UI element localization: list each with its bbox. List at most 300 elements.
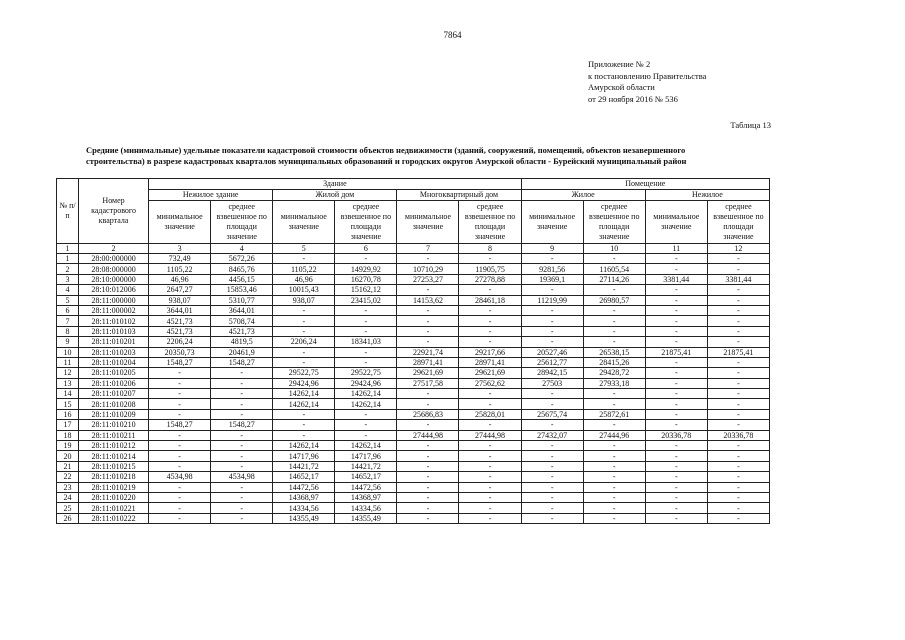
table-label: Таблица 13 <box>730 120 771 130</box>
column-number-row <box>57 244 770 254</box>
table-cell: 1548,27 <box>149 420 211 430</box>
table-cell: 3644,01 <box>149 305 211 315</box>
table-cell: 732,49 <box>149 254 211 264</box>
table-cell: - <box>521 316 583 326</box>
header-min: минимальное значение <box>521 201 583 244</box>
table-cell: 28415,26 <box>583 357 645 367</box>
table-cell: 19369,1 <box>521 274 583 284</box>
table-cell: 22 <box>57 472 79 482</box>
table-cell: 46,96 <box>273 274 335 284</box>
appendix-block <box>588 59 706 105</box>
table-cell: - <box>521 399 583 409</box>
table-cell: 26 <box>57 513 79 523</box>
header-avg: среднее взвешенное по площади значение <box>583 201 645 244</box>
table-cell: 23 <box>57 482 79 492</box>
table-cell: 28942,15 <box>521 368 583 378</box>
table-cell: 5708,74 <box>211 316 273 326</box>
column-number-cell: 8 <box>459 244 521 254</box>
table-cell: - <box>459 513 521 523</box>
table-cell: - <box>645 461 707 471</box>
table-cell: - <box>521 472 583 482</box>
table-cell: - <box>397 389 459 399</box>
table-cell: 5310,77 <box>211 295 273 305</box>
table-cell: - <box>149 513 211 523</box>
table-cell: - <box>397 451 459 461</box>
table-cell: - <box>707 472 769 482</box>
table-cell: 4 <box>57 285 79 295</box>
table-cell: 28971,41 <box>459 357 521 367</box>
table-cell: - <box>149 451 211 461</box>
table-cell: - <box>273 326 335 336</box>
table-cell: - <box>707 389 769 399</box>
table-cell: 28:11:010214 <box>79 451 149 461</box>
table-cell: - <box>521 305 583 315</box>
header-min: минимальное значение <box>397 201 459 244</box>
table-cell: - <box>149 503 211 513</box>
table-cell: 1105,22 <box>149 264 211 274</box>
table-cell: - <box>397 399 459 409</box>
table-cell: 21875,41 <box>707 347 769 357</box>
table-cell: 28461,18 <box>459 295 521 305</box>
table-cell: - <box>521 254 583 264</box>
table-cell: 10 <box>57 347 79 357</box>
table-cell: 28:08:000000 <box>79 264 149 274</box>
table-row <box>57 503 770 513</box>
table-cell: - <box>583 503 645 513</box>
table-cell: - <box>211 441 273 451</box>
table-cell: - <box>707 264 769 274</box>
table-cell: 28:11:010206 <box>79 378 149 388</box>
table-cell: 20461,9 <box>211 347 273 357</box>
table-cell: 26538,15 <box>583 347 645 357</box>
table-cell: - <box>645 357 707 367</box>
table-cell: - <box>707 461 769 471</box>
table-cell: 20350,73 <box>149 347 211 357</box>
table-cell: - <box>583 337 645 347</box>
table-row <box>57 254 770 264</box>
table-cell: - <box>645 305 707 315</box>
table-cell: 22921,74 <box>397 347 459 357</box>
table-cell: - <box>521 285 583 295</box>
table-cell: - <box>397 316 459 326</box>
table-row <box>57 492 770 502</box>
table-cell: 19 <box>57 441 79 451</box>
table-cell: - <box>645 316 707 326</box>
table-row <box>57 274 770 284</box>
header-avg: среднее взвешенное по площади значение <box>335 201 397 244</box>
table-cell: 7 <box>57 316 79 326</box>
table-cell: 14262,14 <box>273 399 335 409</box>
table-cell: 14652,17 <box>273 472 335 482</box>
table-row <box>57 347 770 357</box>
table-cell: - <box>645 285 707 295</box>
table-cell: - <box>707 409 769 419</box>
table-row <box>57 305 770 315</box>
table-cell: 28:11:010201 <box>79 337 149 347</box>
header-house: Жилой дом <box>273 190 397 201</box>
column-number-cell: 6 <box>335 244 397 254</box>
table-cell: 14368,97 <box>273 492 335 502</box>
table-cell: 29621,69 <box>459 368 521 378</box>
table-cell: - <box>645 295 707 305</box>
table-cell: - <box>211 482 273 492</box>
table-cell: - <box>211 409 273 419</box>
table-cell: - <box>397 492 459 502</box>
table-cell: - <box>707 337 769 347</box>
table-cell: - <box>211 492 273 502</box>
table-cell: 14421,72 <box>273 461 335 471</box>
table-cell: 938,07 <box>273 295 335 305</box>
table-cell: - <box>459 451 521 461</box>
table-cell: - <box>645 368 707 378</box>
table-cell: - <box>211 513 273 523</box>
table-cell: - <box>335 430 397 440</box>
header-avg: среднее взвешенное по площади значение <box>707 201 769 244</box>
table-cell: - <box>211 378 273 388</box>
column-number-cell: 2 <box>79 244 149 254</box>
table-cell: 29424,96 <box>273 378 335 388</box>
table-cell: 27253,27 <box>397 274 459 284</box>
table-cell: - <box>459 461 521 471</box>
table-cell: - <box>583 285 645 295</box>
table-cell: - <box>149 399 211 409</box>
table-cell: 8 <box>57 326 79 336</box>
table-cell: 4534,98 <box>211 472 273 482</box>
table-cell: 25872,61 <box>583 409 645 419</box>
table-cell: - <box>521 492 583 502</box>
table-cell: 20 <box>57 451 79 461</box>
table-row <box>57 316 770 326</box>
table-cell: - <box>645 482 707 492</box>
table-row <box>57 451 770 461</box>
table-cell: 28:11:010215 <box>79 461 149 471</box>
table-cell: 28:11:010204 <box>79 357 149 367</box>
table-cell: - <box>707 451 769 461</box>
table-cell: 14262,14 <box>335 389 397 399</box>
header-avg: среднее взвешенное по площади значение <box>211 201 273 244</box>
table-cell: 27444,96 <box>583 430 645 440</box>
table-row <box>57 326 770 336</box>
table-cell: - <box>459 285 521 295</box>
table-row <box>57 264 770 274</box>
table-cell: - <box>583 254 645 264</box>
title-line: строительства) в разрезе кадастровых кварталов муниципальных образований и городских округов Амурской области - Бурейский муниципальный район <box>86 156 687 166</box>
column-number-cell: 12 <box>707 244 769 254</box>
table-cell: 9281,56 <box>521 264 583 274</box>
table-cell: - <box>521 326 583 336</box>
document-title <box>86 145 786 167</box>
table-cell: - <box>149 492 211 502</box>
table-cell: 28:11:010222 <box>79 513 149 523</box>
column-number-cell: 4 <box>211 244 273 254</box>
table-cell: 8465,76 <box>211 264 273 274</box>
table-cell: 14355,49 <box>273 513 335 523</box>
table-cell: - <box>149 389 211 399</box>
table-cell: 2 <box>57 264 79 274</box>
table-row <box>57 461 770 471</box>
appendix-line: Амурской области <box>588 82 655 92</box>
table-cell: 4521,73 <box>149 316 211 326</box>
table-cell: - <box>459 482 521 492</box>
table-cell: 15 <box>57 399 79 409</box>
table-cell: 1105,22 <box>273 264 335 274</box>
table-cell: 28:11:010219 <box>79 482 149 492</box>
table-cell: - <box>211 399 273 409</box>
table-cell: - <box>583 326 645 336</box>
table-cell: - <box>211 451 273 461</box>
table-cell: - <box>583 399 645 409</box>
table-cell: - <box>707 482 769 492</box>
table-cell: - <box>397 326 459 336</box>
table-cell: - <box>583 472 645 482</box>
table-cell: - <box>335 326 397 336</box>
table-cell: - <box>335 409 397 419</box>
table-cell: 28:11:000000 <box>79 295 149 305</box>
table-cell: 18341,03 <box>335 337 397 347</box>
table-row <box>57 337 770 347</box>
table-cell: - <box>583 441 645 451</box>
table-cell: 27114,26 <box>583 274 645 284</box>
table-row <box>57 482 770 492</box>
table-cell: - <box>521 441 583 451</box>
table-cell: - <box>273 305 335 315</box>
table-cell: 25 <box>57 503 79 513</box>
column-number-cell: 1 <box>57 244 79 254</box>
table-cell: 28:11:010218 <box>79 472 149 482</box>
cadastral-value-table <box>56 178 770 524</box>
table-cell: 14334,56 <box>335 503 397 513</box>
table-cell: 27278,88 <box>459 274 521 284</box>
table-cell: - <box>459 441 521 451</box>
column-number-cell: 11 <box>645 244 707 254</box>
table-cell: - <box>211 430 273 440</box>
table-cell: - <box>645 337 707 347</box>
header-apartment-building: Многоквартирный дом <box>397 190 521 201</box>
table-cell: 27517,58 <box>397 378 459 388</box>
table-cell: 26980,57 <box>583 295 645 305</box>
table-cell: - <box>707 357 769 367</box>
table-cell: 10710,29 <box>397 264 459 274</box>
table-cell: 28:11:000002 <box>79 305 149 315</box>
table-cell: 11905,75 <box>459 264 521 274</box>
table-row <box>57 399 770 409</box>
table-cell: 28:11:010103 <box>79 326 149 336</box>
table-cell: 28:11:010102 <box>79 316 149 326</box>
table-cell: - <box>583 305 645 315</box>
table-cell: 14421,72 <box>335 461 397 471</box>
table-cell: - <box>335 357 397 367</box>
table-row <box>57 389 770 399</box>
header-premises: Помещение <box>521 179 769 190</box>
table-cell: 12 <box>57 368 79 378</box>
table-cell: 28:11:010209 <box>79 409 149 419</box>
table-cell: - <box>521 482 583 492</box>
table-cell: - <box>335 316 397 326</box>
column-number-cell: 3 <box>149 244 211 254</box>
table-cell: - <box>707 399 769 409</box>
table-cell: - <box>583 316 645 326</box>
table-cell: 28:11:010207 <box>79 389 149 399</box>
table-cell: - <box>459 389 521 399</box>
table-cell: 15853,46 <box>211 285 273 295</box>
table-cell: 938,07 <box>149 295 211 305</box>
column-number-cell: 9 <box>521 244 583 254</box>
table-cell: 24 <box>57 492 79 502</box>
header-min: минимальное значение <box>273 201 335 244</box>
table-cell: - <box>273 430 335 440</box>
table-cell: 14153,62 <box>397 295 459 305</box>
table-cell: - <box>645 326 707 336</box>
table-cell: 27432,07 <box>521 430 583 440</box>
table-cell: 28:11:010203 <box>79 347 149 357</box>
table-cell: 6 <box>57 305 79 315</box>
table-cell: 1548,27 <box>211 420 273 430</box>
table-cell: - <box>335 420 397 430</box>
header-num: № п/п <box>57 179 79 244</box>
table-cell: - <box>645 472 707 482</box>
table-cell: 14717,96 <box>335 451 397 461</box>
table-cell: - <box>211 461 273 471</box>
table-cell: 4819,5 <box>211 337 273 347</box>
table-cell: - <box>521 451 583 461</box>
table-cell: - <box>707 513 769 523</box>
table-cell: 14717,96 <box>273 451 335 461</box>
table-cell: 27562,62 <box>459 378 521 388</box>
table-row <box>57 430 770 440</box>
table-cell: 11 <box>57 357 79 367</box>
table-cell: - <box>645 389 707 399</box>
table-cell: 27444,98 <box>459 430 521 440</box>
table-cell: - <box>459 503 521 513</box>
header-avg: среднее взвешенное по площади значение <box>459 201 521 244</box>
table-cell: 28:11:010205 <box>79 368 149 378</box>
table-cell: - <box>459 492 521 502</box>
table-cell: 28971,41 <box>397 357 459 367</box>
table-row <box>57 409 770 419</box>
table-cell: 29522,75 <box>273 368 335 378</box>
header-quarter: Номер кадастрового квартала <box>79 179 149 244</box>
table-cell: 14 <box>57 389 79 399</box>
column-number-cell: 7 <box>397 244 459 254</box>
table-cell: 4521,73 <box>149 326 211 336</box>
table-cell: - <box>397 461 459 471</box>
table-cell: 11605,54 <box>583 264 645 274</box>
page-number: 7864 <box>443 30 462 40</box>
table-cell: 11219,99 <box>521 295 583 305</box>
table-cell: 20336,78 <box>707 430 769 440</box>
table-cell: 20336,78 <box>645 430 707 440</box>
table-cell: - <box>583 451 645 461</box>
table-cell: - <box>583 513 645 523</box>
title-line: Средние (минимальные) удельные показатели кадастровой стоимости объектов недвижимости (зданий, сооружений, помещений, объектов незавершенного <box>86 145 686 155</box>
table-cell: - <box>583 492 645 502</box>
table-cell: - <box>645 441 707 451</box>
column-number-cell: 5 <box>273 244 335 254</box>
table-cell: 46,96 <box>149 274 211 284</box>
table-cell: 3381,44 <box>707 274 769 284</box>
table-cell: 25675,74 <box>521 409 583 419</box>
table-cell: - <box>335 254 397 264</box>
table-cell: - <box>645 513 707 523</box>
table-cell: - <box>397 337 459 347</box>
table-cell: - <box>583 420 645 430</box>
table-cell: 20527,46 <box>521 347 583 357</box>
table-cell: 29522,75 <box>335 368 397 378</box>
header-residential: Жилое <box>521 190 645 201</box>
table-cell: 28:11:010210 <box>79 420 149 430</box>
table-cell: - <box>397 503 459 513</box>
table-cell: - <box>707 368 769 378</box>
table-cell: 4534,98 <box>149 472 211 482</box>
table-cell: - <box>149 482 211 492</box>
table-row <box>57 513 770 523</box>
table-cell: 27503 <box>521 378 583 388</box>
table-cell: - <box>149 461 211 471</box>
table-cell: 23415,02 <box>335 295 397 305</box>
table-cell: - <box>521 503 583 513</box>
table-cell: 27444,98 <box>397 430 459 440</box>
table-cell: - <box>459 337 521 347</box>
table-cell: - <box>335 305 397 315</box>
table-row <box>57 378 770 388</box>
table-cell: - <box>707 326 769 336</box>
table-cell: - <box>459 316 521 326</box>
table-cell: 13 <box>57 378 79 388</box>
table-cell: - <box>397 254 459 264</box>
table-cell: 3 <box>57 274 79 284</box>
table-cell: - <box>273 357 335 367</box>
table-cell: - <box>645 451 707 461</box>
table-cell: - <box>521 337 583 347</box>
table-cell: 14262,14 <box>273 389 335 399</box>
table-cell: - <box>397 285 459 295</box>
table-cell: - <box>397 420 459 430</box>
table-cell: - <box>397 513 459 523</box>
table-cell: - <box>397 472 459 482</box>
table-row <box>57 357 770 367</box>
table-cell: - <box>521 389 583 399</box>
table-cell: 29621,69 <box>397 368 459 378</box>
table-cell: - <box>273 254 335 264</box>
table-cell: - <box>149 368 211 378</box>
table-cell: 21875,41 <box>645 347 707 357</box>
table-row <box>57 368 770 378</box>
table-cell: - <box>645 409 707 419</box>
table-cell: 14472,56 <box>335 482 397 492</box>
table-cell: - <box>273 420 335 430</box>
table-cell: - <box>645 254 707 264</box>
table-cell: - <box>521 461 583 471</box>
table-cell: - <box>273 409 335 419</box>
table-cell: 28:11:010212 <box>79 441 149 451</box>
table-cell: - <box>459 420 521 430</box>
table-cell: 5672,26 <box>211 254 273 264</box>
table-cell: - <box>397 441 459 451</box>
table-cell: - <box>707 378 769 388</box>
appendix-line: от 29 ноября 2016 № 536 <box>588 93 678 104</box>
table-cell: 28:11:010211 <box>79 430 149 440</box>
table-cell: 14262,14 <box>273 441 335 451</box>
table-cell: - <box>583 389 645 399</box>
table-cell: - <box>149 409 211 419</box>
table-cell: 25828,01 <box>459 409 521 419</box>
appendix-line: к постановлению Правительства <box>588 70 707 81</box>
table-cell: 2206,24 <box>149 337 211 347</box>
table-cell: - <box>149 378 211 388</box>
table-cell: 5 <box>57 295 79 305</box>
table-row <box>57 285 770 295</box>
header-min: минимальное значение <box>645 201 707 244</box>
